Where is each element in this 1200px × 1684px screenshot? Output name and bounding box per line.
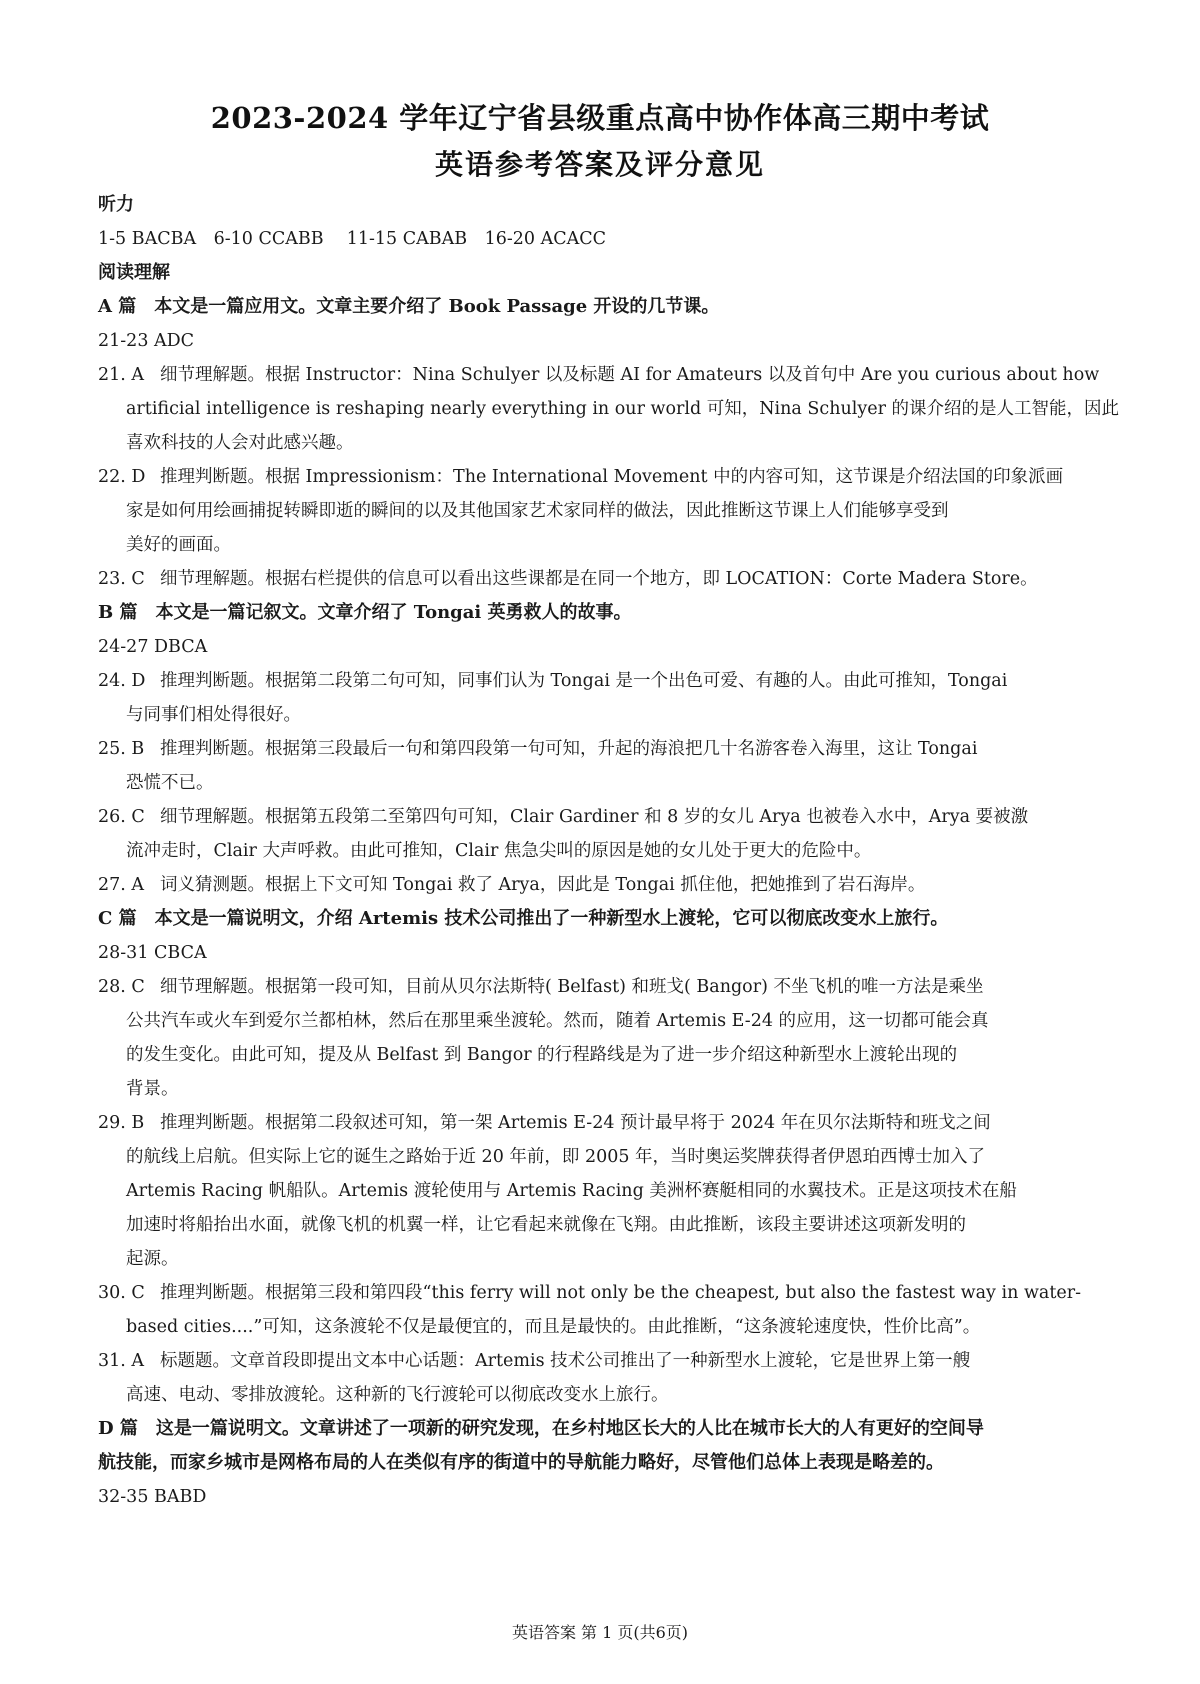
item-number: 21. A [98, 365, 145, 385]
item-text: 加速时将船抬出水面，就像飞机的机翼一样，让它看起来就像在飞翔。由此推断，该段主要讲述这项新发明的 [126, 1215, 966, 1235]
answer-content [98, 188, 1122, 1514]
listening-heading: 听力 [98, 194, 134, 215]
item-number: 25. B [98, 739, 145, 759]
item-text: 喜欢科技的人会对此感兴趣。 [126, 433, 354, 453]
reading-heading: 阅读理解 [98, 262, 170, 283]
item-number: 30. C [98, 1283, 145, 1303]
item-text: 家是如何用绘画捕捉转瞬即逝的瞬间的以及其他国家艺术家同样的做法，因此推断这节课上人们能够享受到 [126, 501, 949, 521]
answer-item-25 [98, 732, 1122, 800]
item-text: 恐慌不已。 [126, 773, 214, 793]
passage-d-heading-line: 航技能，而家乡城市是网格布局的人在类似有序的街道中的导航能力略好，尽管他们总体上表现是略差的。 [98, 1452, 944, 1473]
item-text: 与同事们相处得很好。 [126, 705, 301, 725]
item-text: 起源。 [126, 1249, 179, 1269]
item-text: 流冲走时，Clair 大声呼救。由此可推知，Clair 焦急尖叫的原因是她的女儿处于更大的危险中。 [126, 841, 872, 861]
item-text: 高速、电动、零排放渡轮。这种新的飞行渡轮可以彻底改变水上旅行。 [126, 1385, 669, 1405]
item-text: 推理判断题。根据第二段叙述可知，第一架 Artemis E-24 预计最早将于 2024 年在贝尔法斯特和班戈之间 [160, 1113, 991, 1133]
item-number: 23. C [98, 569, 145, 589]
item-text: 的航线上启航。但实际上它的诞生之路始于近 20 年前，即 2005 年，当时奥运奖牌获得者伊恩珀西博士加入了 [126, 1147, 986, 1167]
item-text: Artemis Racing 帆船队。Artemis 渡轮使用与 Artemis Racing 美洲杯赛艇相同的水翼技术。正是这项技术在船 [126, 1181, 1017, 1201]
answer-item-21 [98, 358, 1122, 460]
item-text: 细节理解题。根据第一段可知，目前从贝尔法斯特( Belfast) 和班戈( Bangor) 不坐飞机的唯一方法是乘坐 [160, 977, 984, 997]
item-number: 24. D [98, 671, 146, 691]
answer-item-22 [98, 460, 1122, 562]
item-text: 推理判断题。根据第二段第二句可知，同事们认为 Tongai 是一个出色可爱、有趣的人。由此可推知，Tongai [160, 671, 1008, 691]
passage-c-range: 28-31 CBCA [98, 943, 207, 963]
item-text: 推理判断题。根据 Impressionism：The International Movement 中的内容可知，这节课是介绍法国的印象派画 [160, 467, 1064, 487]
item-text: artificial intelligence is reshaping nearly everything in our world 可知，Nina Schulyer 的课介绍的是人工智能，因此 [126, 399, 1120, 419]
item-text: 标题题。文章首段即提出文本中心话题：Artemis 技术公司推出了一种新型水上渡轮，它是世界上第一艘 [160, 1351, 971, 1371]
item-text: 公共汽车或火车到爱尔兰都柏林，然后在那里乘坐渡轮。然而，随着 Artemis E-24 的应用，这一切都可能会真 [126, 1011, 989, 1031]
passage-c-heading: C 篇 本文是一篇说明文，介绍 Artemis 技术公司推出了一种新型水上渡轮，它可以彻底改变水上旅行。 [98, 908, 949, 929]
passage-b-heading: B 篇 本文是一篇记叙文。文章介绍了 Tongai 英勇救人的故事。 [98, 602, 632, 623]
item-number: 27. A [98, 875, 145, 895]
item-number: 31. A [98, 1351, 145, 1371]
item-text: 美好的画面。 [126, 535, 231, 555]
answer-item-23 [98, 562, 1122, 596]
item-text: 推理判断题。根据第三段和第四段“this ferry will not only be the cheapest, but also the fastest way in water- [160, 1283, 1082, 1303]
listening-answers: 1-5 BACBA 6-10 CCABB 11-15 CABAB 16-20 ACACC [98, 229, 607, 249]
answer-item-26 [98, 800, 1122, 868]
passage-d-heading [98, 1412, 1122, 1480]
answer-item-31 [98, 1344, 1122, 1412]
passage-a-range: 21-23 ADC [98, 331, 195, 351]
passage-d-heading-line: D 篇 这是一篇说明文。文章讲述了一项新的研究发现，在乡村地区长大的人比在城市长大的人有更好的空间导 [98, 1418, 984, 1439]
item-number: 26. C [98, 807, 145, 827]
item-text: 背景。 [126, 1079, 179, 1099]
answer-item-30 [98, 1276, 1122, 1344]
passage-b-range: 24-27 DBCA [98, 637, 208, 657]
answer-item-29 [98, 1106, 1122, 1276]
item-text: based cities....”可知，这条渡轮不仅是最便宜的，而且是最快的。由此推断，“这条渡轮速度快，性价比高”。 [126, 1317, 981, 1337]
passage-a-heading: A 篇 本文是一篇应用文。文章主要介绍了 Book Passage 开设的几节课。 [98, 296, 720, 317]
answer-item-27 [98, 868, 1122, 902]
answer-item-28 [98, 970, 1122, 1106]
item-text: 细节理解题。根据第五段第二至第四句可知，Clair Gardiner 和 8 岁的女儿 Arya 也被卷入水中，Arya 要被激 [160, 807, 1029, 827]
item-number: 28. C [98, 977, 145, 997]
item-text: 词义猜测题。根据上下文可知 Tongai 救了 Arya，因此是 Tongai 抓住他，把她推到了岩石海岸。 [160, 875, 926, 895]
item-text: 细节理解题。根据右栏提供的信息可以看出这些课都是在同一个地方，即 LOCATION：Corte Madera Store。 [160, 569, 1038, 589]
exam-subtitle: 英语参考答案及评分意见 [434, 148, 765, 181]
item-number: 22. D [98, 467, 146, 487]
page-footer: 英语答案 第 1 页(共6页) [511, 1623, 689, 1642]
item-text: 推理判断题。根据第三段最后一句和第四段第一句可知，升起的海浪把几十名游客卷入海里，这让 Tongai [160, 739, 978, 759]
passage-d-range: 32-35 BABD [98, 1487, 207, 1507]
answer-item-24 [98, 664, 1122, 732]
item-text: 的发生变化。由此可知，提及从 Belfast 到 Bangor 的行程路线是为了进一步介绍这种新型水上渡轮出现的 [126, 1045, 958, 1065]
item-number: 29. B [98, 1113, 145, 1133]
item-text: 细节理解题。根据 Instructor：Nina Schulyer 以及标题 AI for Amateurs 以及首句中 Are you curious about how [160, 365, 1100, 385]
exam-title: 2023-2024 学年辽宁省县级重点高中协作体高三期中考试 [210, 101, 990, 135]
